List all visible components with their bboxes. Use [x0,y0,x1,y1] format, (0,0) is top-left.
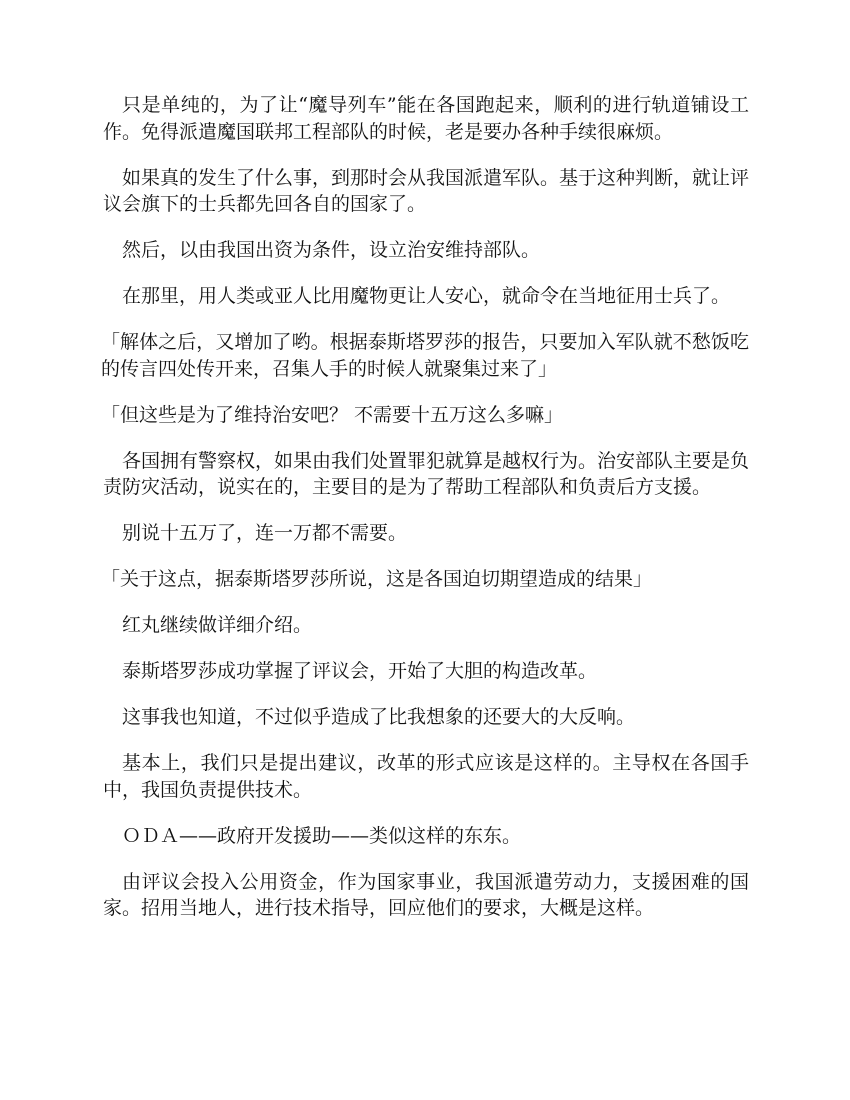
paragraph: 如果真的发生了什么事，到那时会从我国派遣军队。基于这种判断，就让评议会旗下的士兵都先回各自的国家了。 [103,166,750,215]
paragraph: ＯＤＡ——政府开发援助——类似这样的东东。 [122,824,522,847]
paragraph: 红丸继续做详细介绍。 [122,614,313,636]
paragraph: 在那里，用人类或亚人比用魔物更让人安心，就命令在当地征用士兵了。 [122,285,731,307]
paragraph: 基本上，我们只是提出建议，改革的形式应该是这样的。主导权在各国手中，我国负责提供技术。 [103,752,749,801]
dialogue-paragraph: 「关于这点，据泰斯塔罗莎所说，这是各国迫切期望造成的结果」 [101,568,653,590]
paragraph: 泰斯塔罗莎成功掌握了评议会，开始了大胆的构造改革。 [122,660,598,682]
paragraph: 只是单纯的，为了让“魔导列车”能在各国跑起来，顺利的进行轨道铺设工作。免得派遣魔国联邦工程部队的时候，老是要办各种手续很麻烦。 [103,94,749,143]
paragraph: 然后，以由我国出资为条件，设立治安维持部队。 [122,239,541,261]
paragraph: 各国拥有警察权，如果由我们处置罪犯就算是越权行为。治安部队主要是负责防灾活动，说实在的，主要目的是为了帮助工程部队和负责后方支援。 [103,449,750,498]
paragraph: 这事我也知道，不过似乎造成了比我想象的还要大的大反响。 [122,706,636,728]
paragraph: 别说十五万了，连一万都不需要。 [122,522,408,544]
document-page [103,92,749,941]
paragraph: 由评议会投入公用资金，作为国家事业，我国派遣劳动力，支援困难的国家。招用当地人，进行技术指导，回应他们的要求，大概是这样。 [103,870,749,919]
dialogue-paragraph: 「但这些是为了维持治安吧？ 不需要十五万这么多嘛」 [101,403,564,426]
dialogue-paragraph: 「解体之后，又增加了哟。根据泰斯塔罗莎的报告，只要加入军队就不愁饭吃的传言四处传开来，召集人手的时候人就聚集过来了」 [101,331,749,380]
